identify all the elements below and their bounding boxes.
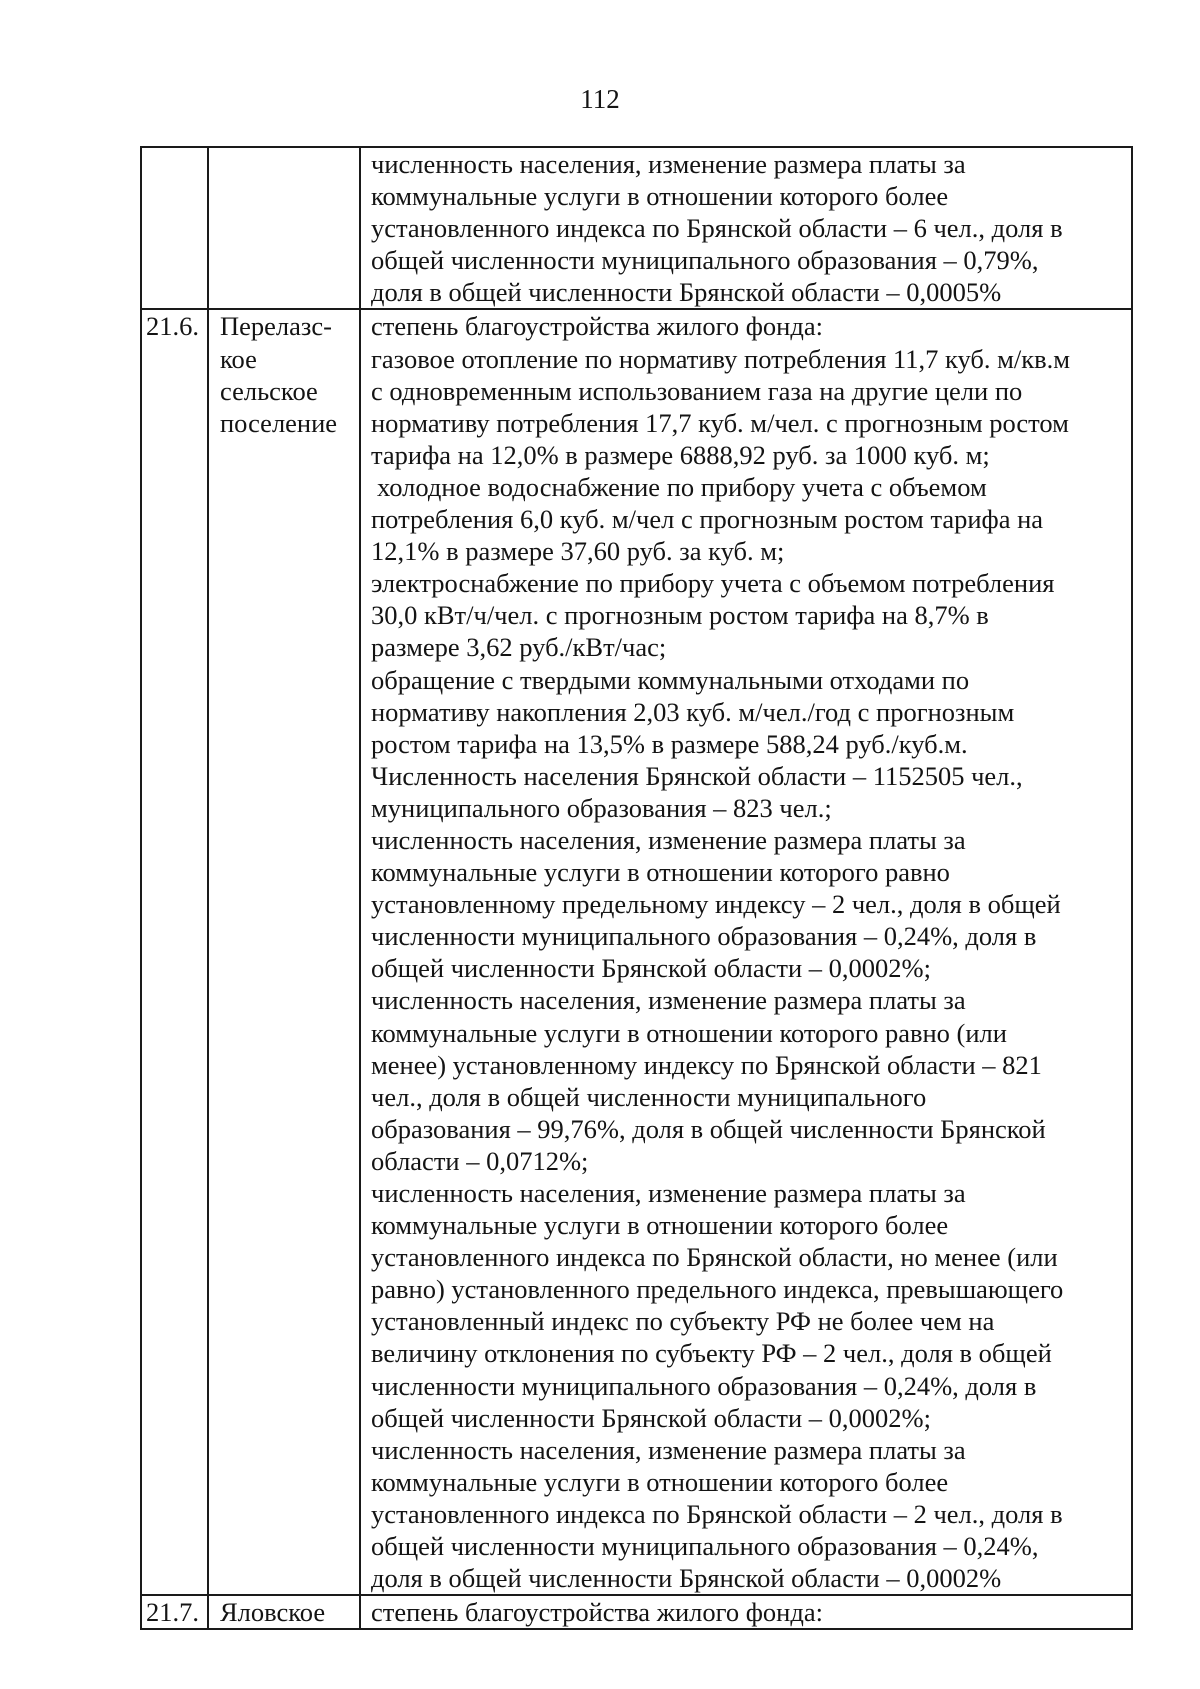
description-line: нормативу потребления 17,7 куб. м/чел. с прогнозным ростом bbox=[371, 407, 1069, 438]
table-row-21-6 bbox=[141, 309, 1132, 1595]
description-line: 12,1% в размере 37,60 руб. за куб. м; bbox=[371, 536, 785, 567]
description-line: размере 3,62 руб./кВт/час; bbox=[371, 632, 667, 663]
table-row-continuation bbox=[141, 147, 1132, 309]
description-cell bbox=[360, 147, 1132, 309]
description-line: электроснабжение по прибору учета с объемом потребления bbox=[371, 568, 1055, 599]
description-line: величину отклонения по субъекту РФ – 2 чел., доля в общей bbox=[371, 1338, 1052, 1369]
description-line: численность населения, изменение размера платы за bbox=[371, 149, 966, 179]
row-number: 21.6. bbox=[146, 311, 199, 342]
description-line: коммунальные услуги в отношении которого более bbox=[371, 1210, 949, 1241]
description-line: численность населения, изменение размера платы за bbox=[371, 985, 966, 1016]
description-line: 30,0 кВт/ч/чел. с прогнозным ростом тарифа на 8,7% в bbox=[371, 600, 989, 631]
description-line: ростом тарифа на 13,5% в размере 588,24 руб./куб.м. bbox=[371, 728, 968, 759]
municipality-name-line: сельское bbox=[220, 375, 318, 406]
description-line: общей численности Брянской области – 0,0002%; bbox=[371, 953, 931, 984]
description-line: установленного индекса по Брянской области – 6 чел., доля в bbox=[371, 213, 1063, 244]
description-line: потребления 6,0 куб. м/чел с прогнозным ростом тарифа на bbox=[371, 504, 1044, 535]
description-line: общей численности муниципального образования – 0,24%, bbox=[371, 1531, 1039, 1562]
description-line: муниципального образования – 823 чел.; bbox=[371, 792, 832, 823]
description-line: чел., доля в общей численности муниципального bbox=[371, 1081, 927, 1112]
description-line: установленного индекса по Брянской области – 2 чел., доля в bbox=[371, 1498, 1063, 1529]
municipality-name-line: Перелазс- bbox=[220, 311, 332, 342]
description-line: степень благоустройства жилого фонда: bbox=[371, 311, 823, 342]
description-line: с одновременным использованием газа на другие цели по bbox=[371, 375, 1023, 406]
description-line: равно) установленного предельного индекса, превышающего bbox=[371, 1274, 1064, 1305]
municipality-name-line: Яловское bbox=[220, 1597, 326, 1628]
table-row-21-7 bbox=[141, 1595, 1132, 1629]
description-line: коммунальные услуги в отношении которого более bbox=[371, 1466, 949, 1497]
description-cell bbox=[360, 1595, 1132, 1629]
row-number-cell bbox=[141, 309, 208, 1595]
description-cell bbox=[360, 309, 1132, 1595]
municipality-name-line: поселение bbox=[220, 407, 338, 438]
description-line: обращение с твердыми коммунальными отходами по bbox=[371, 664, 970, 695]
row-number-cell bbox=[141, 147, 208, 309]
description-line: Численность населения Брянской области – 1152505 чел., bbox=[371, 760, 1023, 791]
description-line: степень благоустройства жилого фонда: bbox=[371, 1597, 823, 1628]
description-line: нормативу накопления 2,03 куб. м/чел./год с прогнозным bbox=[371, 696, 1015, 727]
description-line: доля в общей численности Брянской области – 0,0005% bbox=[371, 277, 1002, 308]
municipality-name-cell bbox=[208, 147, 360, 309]
page-number: 112 bbox=[580, 84, 620, 114]
description-line: установленного индекса по Брянской области, но менее (или bbox=[371, 1242, 1058, 1273]
municipality-name-cell bbox=[208, 1595, 360, 1629]
municipality-name-line: кое bbox=[220, 343, 257, 374]
description-line: общей численности Брянской области – 0,0002%; bbox=[371, 1402, 931, 1433]
description-line: численность населения, изменение размера платы за bbox=[371, 824, 966, 855]
description-line: установленному предельному индексу – 2 чел., доля в общей bbox=[371, 889, 1061, 920]
description-line: газовое отопление по нормативу потребления 11,7 куб. м/кв.м bbox=[371, 343, 1071, 374]
municipality-name-cell bbox=[208, 309, 360, 1595]
row-number: 21.7. bbox=[146, 1597, 199, 1628]
description-line: коммунальные услуги в отношении которого равно bbox=[371, 857, 950, 888]
municipal-table bbox=[140, 146, 1133, 1630]
description-line: коммунальные услуги в отношении которого более bbox=[371, 181, 949, 212]
description-line: установленный индекс по субъекту РФ не более чем на bbox=[371, 1306, 995, 1337]
description-line: общей численности муниципального образования – 0,79%, bbox=[371, 245, 1039, 276]
description-line: коммунальные услуги в отношении которого равно (или bbox=[371, 1017, 1007, 1048]
description-line: численность населения, изменение размера платы за bbox=[371, 1178, 966, 1208]
description-line: численность населения, изменение размера платы за bbox=[371, 1434, 966, 1465]
description-line: холодное водоснабжение по прибору учета с объемом bbox=[377, 471, 987, 502]
description-line: численности муниципального образования – 0,24%, доля в bbox=[371, 1370, 1037, 1401]
description-line: численности муниципального образования – 0,24%, доля в bbox=[371, 921, 1037, 952]
row-number-cell bbox=[141, 1595, 208, 1629]
description-line: доля в общей численности Брянской области – 0,0002% bbox=[371, 1563, 1002, 1594]
description-line: области – 0,0712%; bbox=[371, 1145, 589, 1176]
description-line: тарифа на 12,0% в размере 6888,92 руб. за 1000 куб. м; bbox=[371, 439, 990, 470]
description-line: менее) установленному индексу по Брянской области – 821 bbox=[371, 1049, 1042, 1080]
description-line: образования – 99,76%, доля в общей численности Брянской bbox=[371, 1113, 1046, 1144]
